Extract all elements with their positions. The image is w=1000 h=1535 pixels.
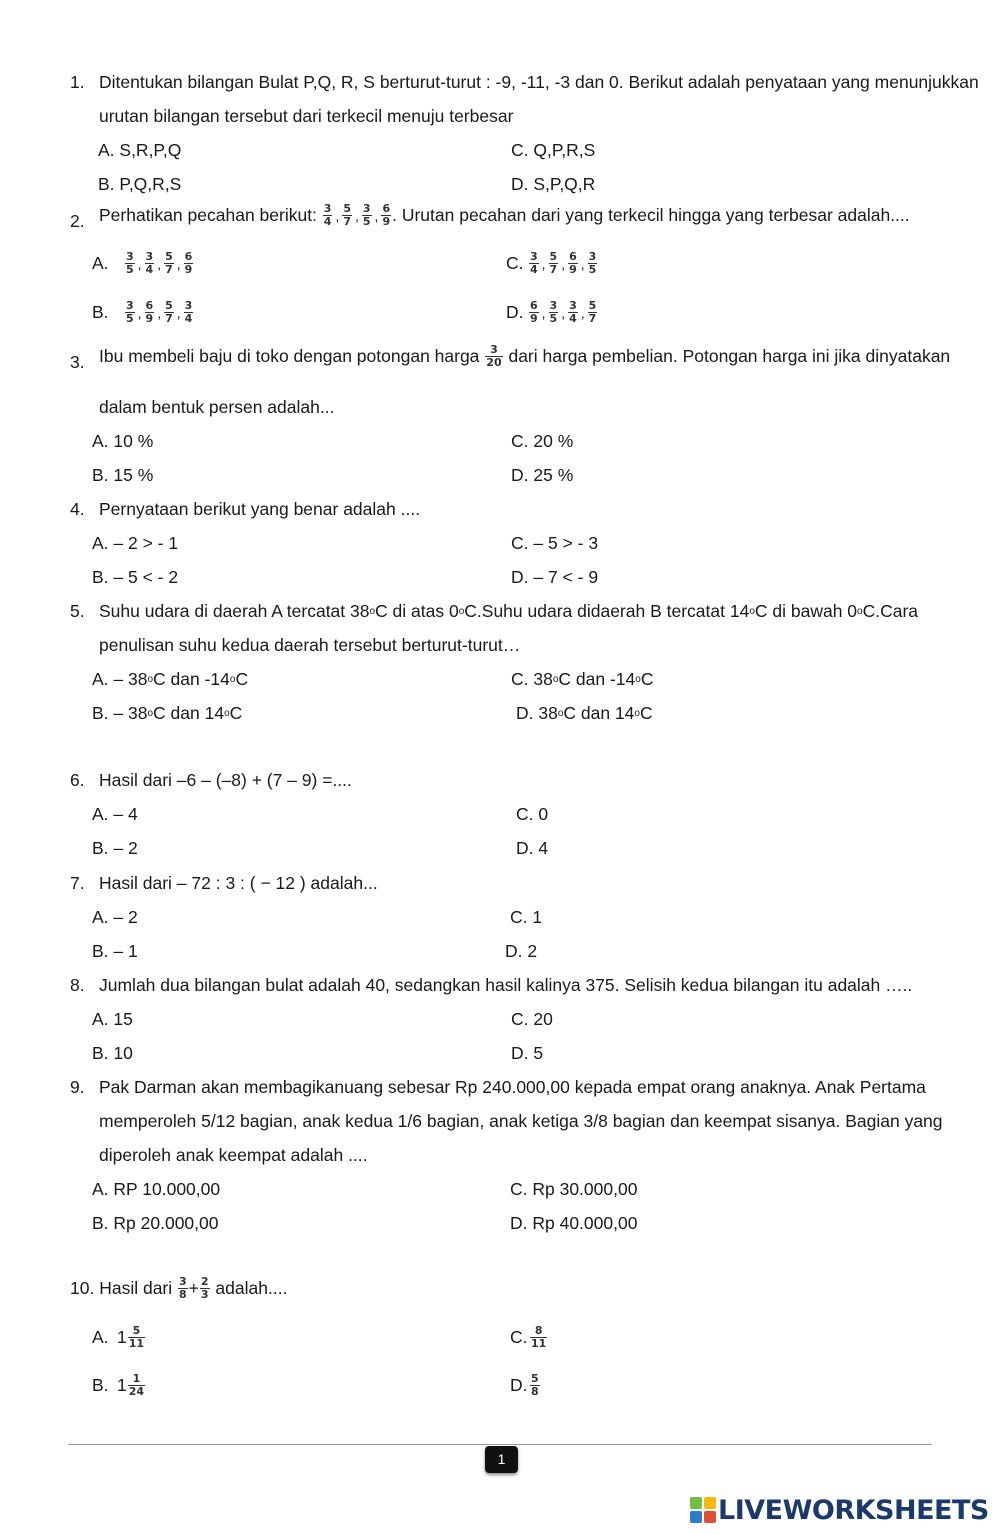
fraction-denominator: 4 — [184, 312, 193, 325]
q2-number: 2. — [70, 211, 85, 231]
q2-option-d[interactable] — [506, 300, 598, 325]
fraction — [529, 300, 539, 325]
q5-option-b[interactable] — [92, 703, 242, 724]
q2-option-b-fractions — [124, 299, 194, 325]
fraction-numerator: 6 — [569, 250, 577, 263]
fraction-numerator: 3 — [126, 250, 134, 263]
q10-option-a-label: A. — [92, 1327, 109, 1347]
q1-option-c[interactable]: C. Q,P,R,S — [511, 140, 596, 160]
q5-option-d-part2: C dan 14 — [563, 703, 635, 723]
fraction — [145, 300, 155, 325]
liveworksheets-logo-text: LIVEWORKSHEETS — [718, 1494, 989, 1526]
fraction-denominator: 11 — [128, 1337, 145, 1350]
q3-number: 3. — [70, 352, 85, 372]
q2-option-b[interactable] — [92, 300, 194, 325]
fraction — [342, 203, 352, 228]
q8-option-c[interactable]: C. 20 — [511, 1009, 553, 1029]
fraction-denominator: 3 — [200, 1288, 209, 1301]
fraction-denominator: 24 — [128, 1385, 145, 1398]
q4-option-b[interactable]: B. – 5 < - 2 — [92, 567, 179, 587]
fraction — [164, 300, 174, 325]
q5-option-a-part3: C — [235, 669, 249, 689]
fraction-denominator: 9 — [382, 215, 391, 228]
fraction-numerator: 3 — [126, 299, 134, 312]
fraction-denominator: 5 — [362, 215, 371, 228]
q8-number: 8. — [70, 975, 85, 995]
fraction — [568, 251, 578, 276]
fraction-numerator: 5 — [531, 1372, 539, 1385]
q5-option-b-part3: C — [229, 703, 243, 723]
fraction-numerator: 8 — [534, 1324, 543, 1337]
q7-number: 7. — [70, 873, 85, 893]
fraction — [549, 300, 559, 325]
q5-option-d-part1: D. 38 — [516, 703, 558, 723]
fraction-numerator: 6 — [184, 250, 193, 263]
q4-option-d[interactable]: D. – 7 < - 9 — [511, 567, 599, 587]
fraction-denominator: 9 — [530, 312, 538, 325]
degree-symbol: o — [557, 708, 564, 719]
fraction-separator: , — [580, 255, 585, 272]
degree-symbol: o — [635, 674, 641, 685]
q9-option-d[interactable]: D. Rp 40.000,00 — [510, 1213, 638, 1233]
q10-fraction-2 — [199, 1275, 211, 1301]
q7-option-b[interactable]: B. – 1 — [92, 941, 138, 961]
q5-text-part2: C di atas 0 — [375, 601, 459, 621]
degree-symbol: o — [552, 674, 559, 685]
fraction-denominator: 5 — [126, 263, 134, 276]
q2-stem-fractions — [322, 202, 392, 228]
fraction — [530, 1373, 540, 1398]
degree-symbol: o — [147, 674, 154, 685]
fraction — [145, 251, 155, 276]
fraction — [178, 1276, 188, 1301]
fraction-numerator: 5 — [549, 250, 558, 263]
q10-text-pre: Hasil dari — [99, 1278, 178, 1298]
q10-option-b[interactable] — [92, 1373, 146, 1398]
q7-option-c[interactable]: C. 1 — [510, 907, 543, 927]
q6-option-c[interactable]: C. 0 — [516, 804, 549, 824]
q8-option-b[interactable]: B. 10 — [92, 1043, 133, 1063]
fraction — [200, 1276, 210, 1301]
fraction-denominator: 11 — [531, 1337, 547, 1350]
q1-option-d[interactable]: D. S,P,Q,R — [511, 174, 596, 194]
q4-number: 4. — [70, 499, 85, 519]
fraction-separator: , — [561, 304, 566, 321]
q10-plus: + — [188, 1278, 199, 1298]
q5-text-part1: Suhu udara di daerah A tercatat 38 — [99, 601, 370, 621]
q7-option-d[interactable]: D. 2 — [505, 941, 538, 961]
q1-text-line1: Ditentukan bilangan Bulat P,Q, R, S berturut-turut : -9, -11, -3 dan 0. Berikut adalah penyataan yang menunjukkan — [99, 72, 979, 92]
q10-option-a[interactable] — [92, 1325, 146, 1350]
q5-option-d[interactable] — [516, 703, 653, 724]
fraction — [485, 344, 502, 369]
q6-text: Hasil dari –6 – (–8) + (7 – 9) =.... — [99, 770, 352, 790]
q9-option-b[interactable]: B. Rp 20.000,00 — [92, 1213, 219, 1233]
q5-option-c-part3: C — [640, 669, 654, 689]
q10-text-post: adalah.... — [210, 1278, 288, 1298]
q10-option-a-fraction — [127, 1324, 146, 1350]
q6-option-d[interactable]: D. 4 — [516, 838, 549, 858]
q5-option-a-part2: C dan -14 — [153, 669, 230, 689]
q2-option-b-label: B. — [92, 302, 109, 322]
q5-text-part4: C di bawah 0 — [754, 601, 858, 621]
q10-option-d-fraction — [529, 1372, 541, 1398]
fraction-numerator: 3 — [569, 299, 577, 312]
q5-option-d-part3: C — [639, 703, 653, 723]
q9-number: 9. — [70, 1077, 85, 1097]
fraction — [381, 203, 391, 228]
q10-option-c[interactable] — [510, 1325, 548, 1350]
q4-text: Pernyataan berikut yang benar adalah .... — [99, 499, 421, 519]
fraction-denominator: 9 — [145, 312, 154, 325]
fraction — [588, 300, 598, 325]
fraction-denominator: 7 — [549, 263, 558, 276]
q5-text-line1 — [99, 601, 918, 622]
q5-option-c-part2: C dan -14 — [558, 669, 636, 689]
fraction — [529, 251, 539, 276]
fraction — [164, 251, 174, 276]
q5-option-a-part1: A. – 38 — [92, 669, 148, 689]
fraction-denominator: 20 — [486, 356, 502, 369]
fraction-separator: , — [157, 255, 162, 272]
fraction-separator: , — [176, 255, 181, 272]
fraction-numerator: 5 — [588, 299, 597, 312]
fraction-denominator: 7 — [165, 312, 173, 325]
fraction-separator: , — [335, 207, 340, 224]
fraction-numerator: 1 — [132, 1372, 141, 1385]
fraction — [125, 300, 135, 325]
q2-option-c-fractions — [528, 250, 598, 276]
q10-option-d-label: D. — [510, 1375, 528, 1395]
fraction — [568, 300, 578, 325]
q4-option-c[interactable]: C. – 5 > - 3 — [511, 533, 599, 553]
fraction-numerator: 2 — [200, 1275, 209, 1288]
q9-text-line3: diperoleh anak keempat adalah .... — [99, 1145, 368, 1165]
fraction-denominator: 5 — [549, 312, 558, 325]
fraction-separator: , — [580, 304, 585, 321]
liveworksheets-logo[interactable] — [690, 1494, 989, 1526]
fraction-separator: , — [374, 207, 379, 224]
fraction — [184, 251, 194, 276]
q10-option-d[interactable] — [510, 1373, 541, 1398]
fraction — [128, 1373, 145, 1398]
fraction-separator: , — [157, 304, 162, 321]
q5-number: 5. — [70, 601, 85, 621]
q2-option-c[interactable] — [506, 251, 598, 276]
degree-symbol: o — [749, 606, 755, 617]
q2-stem-post: . Urutan pecahan dari yang terkecil hingga yang terbesar adalah.... — [392, 205, 910, 225]
q3-option-d[interactable]: D. 25 % — [511, 465, 574, 485]
fraction-denominator: 8 — [179, 1288, 187, 1301]
fraction-denominator: 7 — [343, 215, 351, 228]
q8-text: Jumlah dua bilangan bulat adalah 40, sedangkan hasil kalinya 375. Selisih kedua bilangan itu adalah ….. — [99, 975, 913, 995]
fraction-separator: , — [137, 255, 142, 272]
q2-option-a-fractions — [124, 250, 194, 276]
fraction-numerator: 5 — [132, 1324, 141, 1337]
q5-option-c-part1: C. 38 — [511, 669, 553, 689]
q10-option-c-label: C. — [510, 1327, 528, 1347]
q9-text-line2: memperoleh 5/12 bagian, anak kedua 1/6 bagian, anak ketiga 3/8 bagian dan keempat sisanya. Bagian yang — [99, 1111, 943, 1131]
q3-option-c[interactable]: C. 20 % — [511, 431, 574, 451]
q6-number: 6. — [70, 770, 85, 790]
q5-text-part3: C.Suhu udara didaerah B tercatat 14 — [464, 601, 750, 621]
fraction — [362, 203, 372, 228]
degree-symbol: o — [634, 708, 640, 719]
logo-square-green — [690, 1497, 702, 1509]
fraction-denominator: 4 — [145, 263, 154, 276]
q3-option-a[interactable]: A. 10 % — [92, 431, 154, 451]
q3-text-pre: Ibu membeli baju di toko dengan potongan harga — [99, 346, 485, 366]
q10-fraction-1 — [177, 1275, 189, 1301]
degree-symbol: o — [857, 606, 863, 617]
degree-symbol: o — [458, 606, 465, 617]
page-number: 1 — [485, 1446, 518, 1473]
q5-option-a[interactable] — [92, 669, 248, 690]
q3-option-b[interactable]: B. 15 % — [92, 465, 154, 485]
degree-symbol: o — [147, 708, 154, 719]
q5-option-b-part1: B. – 38 — [92, 703, 148, 723]
fraction-numerator: 5 — [165, 299, 173, 312]
fraction — [323, 203, 333, 228]
q7-option-a[interactable]: A. – 2 — [92, 907, 138, 927]
fraction-numerator: 3 — [490, 343, 498, 356]
fraction-denominator: 7 — [165, 263, 173, 276]
fraction-denominator: 5 — [588, 263, 597, 276]
fraction-separator: , — [541, 255, 546, 272]
fraction — [588, 251, 598, 276]
q4-option-a[interactable]: A. – 2 > - 1 — [92, 533, 179, 553]
q1-option-b[interactable]: B. P,Q,R,S — [98, 174, 182, 194]
fraction-numerator: 5 — [343, 202, 351, 215]
q3-text-line2: dalam bentuk persen adalah... — [99, 397, 335, 417]
q5-option-b-part2: C dan 14 — [153, 703, 225, 723]
fraction-separator: , — [137, 304, 142, 321]
q5-text-line2: penulisan suhu kedua daerah tersebut berturut-turut… — [99, 635, 521, 655]
q8-option-a[interactable]: A. 15 — [92, 1009, 133, 1029]
fraction — [549, 251, 559, 276]
q5-text-part5: C.Cara — [862, 601, 919, 621]
fraction-numerator: 3 — [145, 250, 154, 263]
fraction-numerator: 5 — [165, 250, 173, 263]
fraction-denominator: 9 — [569, 263, 577, 276]
q9-option-a[interactable]: A. RP 10.000,00 — [92, 1179, 221, 1199]
q7-text: Hasil dari – 72 : 3 : ( − 12 ) adalah... — [99, 873, 378, 893]
q10-option-a-whole: 1 — [117, 1327, 127, 1347]
q10-stem — [70, 1276, 287, 1301]
footer-divider — [68, 1444, 932, 1445]
q2-stem — [99, 203, 910, 228]
fraction — [128, 1325, 145, 1350]
q3-text-line1 — [99, 344, 950, 369]
q2-option-a[interactable] — [92, 251, 194, 276]
q8-option-d[interactable]: D. 5 — [511, 1043, 544, 1063]
fraction-denominator: 5 — [126, 312, 134, 325]
fraction-denominator: 9 — [184, 263, 193, 276]
q6-option-a[interactable]: A. – 4 — [92, 804, 138, 824]
fraction-denominator: 8 — [531, 1385, 539, 1398]
q9-option-c[interactable]: C. Rp 30.000,00 — [510, 1179, 638, 1199]
q3-fraction — [484, 343, 503, 369]
q2-option-a-label: A. — [92, 253, 109, 273]
q1-text-line2: urutan bilangan tersebut dari terkecil menuju terbesar — [99, 106, 514, 126]
q2-stem-pre: Perhatikan pecahan berikut: — [99, 205, 322, 225]
fraction-denominator: 7 — [588, 312, 597, 325]
degree-symbol: o — [224, 708, 230, 719]
q3-text-post: dari harga pembelian. Potongan harga ini jika dinyatakan — [503, 346, 951, 366]
fraction-numerator: 3 — [323, 202, 332, 215]
q1-number: 1. — [70, 72, 85, 92]
q1-option-a[interactable]: A. S,R,P,Q — [98, 140, 182, 160]
fraction-numerator: 3 — [362, 202, 371, 215]
liveworksheets-logo-icon — [690, 1497, 716, 1523]
fraction-separator: , — [355, 207, 359, 224]
q10-number: 10. — [70, 1278, 95, 1298]
fraction-separator: , — [541, 304, 546, 321]
fraction — [530, 1325, 547, 1350]
fraction — [184, 300, 194, 325]
q6-option-b[interactable]: B. – 2 — [92, 838, 138, 858]
fraction-denominator: 4 — [323, 215, 332, 228]
q5-option-c[interactable] — [511, 669, 653, 690]
q2-option-d-label: D. — [506, 302, 524, 322]
logo-square-blue — [690, 1511, 702, 1523]
logo-square-yellow — [704, 1497, 716, 1509]
fraction-separator: , — [561, 255, 566, 272]
q10-option-c-fraction — [529, 1324, 548, 1350]
fraction-numerator: 3 — [184, 299, 193, 312]
fraction-numerator: 3 — [530, 250, 538, 263]
fraction-numerator: 6 — [530, 299, 538, 312]
q2-option-c-label: C. — [506, 253, 524, 273]
q2-option-d-fractions — [528, 299, 598, 325]
fraction-separator: , — [176, 304, 181, 321]
q9-text-line1: Pak Darman akan membagikanuang sebesar Rp 240.000,00 kepada empat orang anaknya. Anak Pertama — [99, 1077, 926, 1097]
q10-option-b-whole: 1 — [117, 1375, 127, 1395]
fraction — [125, 251, 135, 276]
fraction-denominator: 4 — [530, 263, 538, 276]
fraction-numerator: 3 — [179, 1275, 187, 1288]
degree-symbol: o — [369, 606, 376, 617]
fraction-numerator: 6 — [382, 202, 391, 215]
logo-square-red — [704, 1511, 716, 1523]
q10-option-b-label: B. — [92, 1375, 109, 1395]
fraction-numerator: 6 — [145, 299, 154, 312]
fraction-denominator: 4 — [569, 312, 577, 325]
fraction-numerator: 3 — [588, 250, 597, 263]
fraction-numerator: 3 — [549, 299, 558, 312]
q10-option-b-fraction — [127, 1372, 146, 1398]
degree-symbol: o — [229, 674, 236, 685]
